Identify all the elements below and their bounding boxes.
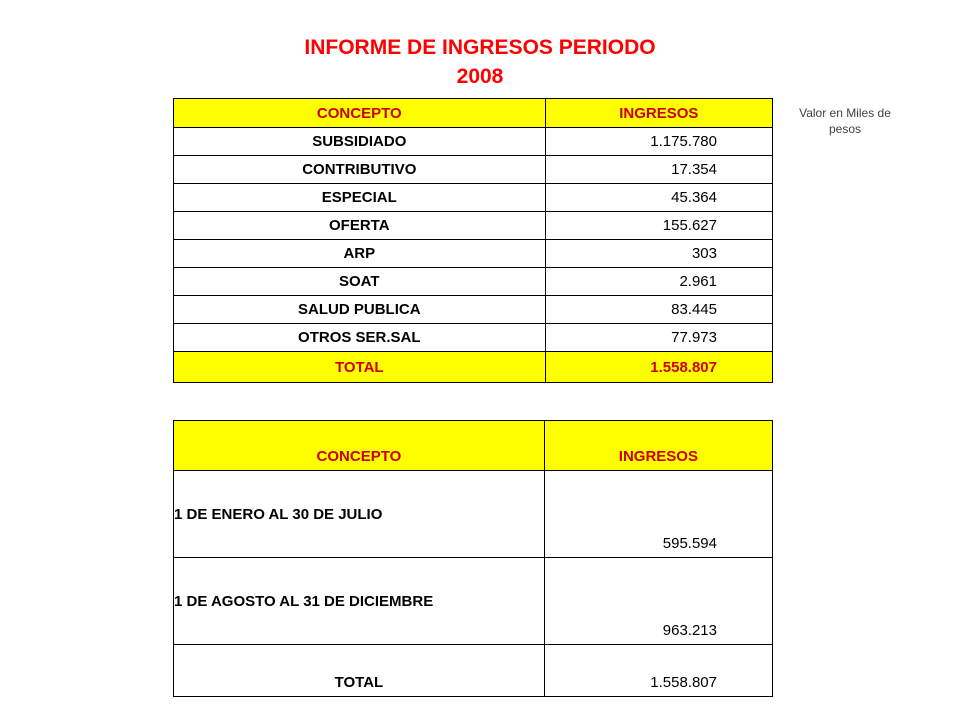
table-row bbox=[174, 128, 773, 156]
units-note: Valor en Miles de pesos bbox=[799, 106, 891, 136]
table-row bbox=[174, 558, 773, 645]
table-row bbox=[174, 268, 773, 296]
total-amount: 1.558.807 bbox=[544, 645, 772, 697]
amount-cell: 155.627 bbox=[545, 212, 772, 240]
concept-cell: SOAT bbox=[174, 268, 546, 296]
amount-cell: 17.354 bbox=[545, 156, 772, 184]
table-header-row bbox=[174, 421, 773, 471]
table-row bbox=[174, 471, 773, 558]
amount-cell: 303 bbox=[545, 240, 772, 268]
concept-cell: OTROS SER.SAL bbox=[174, 324, 546, 352]
total-amount: 1.558.807 bbox=[545, 352, 772, 383]
header-ingresos: INGRESOS bbox=[545, 99, 772, 128]
amount-cell: 595.594 bbox=[544, 471, 772, 558]
header-concepto: CONCEPTO bbox=[174, 99, 546, 128]
amount-cell: 83.445 bbox=[545, 296, 772, 324]
concept-cell: SALUD PUBLICA bbox=[174, 296, 546, 324]
table-row bbox=[174, 240, 773, 268]
income-by-period-table bbox=[173, 420, 773, 697]
income-by-concept-table bbox=[173, 98, 773, 383]
table-row bbox=[174, 184, 773, 212]
table-row bbox=[174, 324, 773, 352]
amount-cell: 2.961 bbox=[545, 268, 772, 296]
amount-cell: 963.213 bbox=[544, 558, 772, 645]
concept-cell: CONTRIBUTIVO bbox=[174, 156, 546, 184]
concept-cell: SUBSIDIADO bbox=[174, 128, 546, 156]
report-title: INFORME DE INGRESOS PERIODO bbox=[304, 36, 656, 59]
header-ingresos: INGRESOS bbox=[544, 421, 772, 471]
amount-cell: 1.175.780 bbox=[545, 128, 772, 156]
concept-cell: ARP bbox=[174, 240, 546, 268]
report-year: 2008 bbox=[456, 65, 504, 88]
total-label: TOTAL bbox=[174, 352, 546, 383]
table-row bbox=[174, 156, 773, 184]
table-row bbox=[174, 296, 773, 324]
total-label: TOTAL bbox=[174, 645, 545, 697]
concept-cell: OFERTA bbox=[174, 212, 546, 240]
period-cell: 1 DE ENERO AL 30 DE JULIO bbox=[174, 471, 545, 558]
table-row bbox=[174, 212, 773, 240]
concept-cell: ESPECIAL bbox=[174, 184, 546, 212]
period-cell: 1 DE AGOSTO AL 31 DE DICIEMBRE bbox=[174, 558, 545, 645]
header-concepto: CONCEPTO bbox=[174, 421, 545, 471]
total-row bbox=[174, 352, 773, 383]
amount-cell: 45.364 bbox=[545, 184, 772, 212]
amount-cell: 77.973 bbox=[545, 324, 772, 352]
table-header-row bbox=[174, 99, 773, 128]
total-row bbox=[174, 645, 773, 697]
